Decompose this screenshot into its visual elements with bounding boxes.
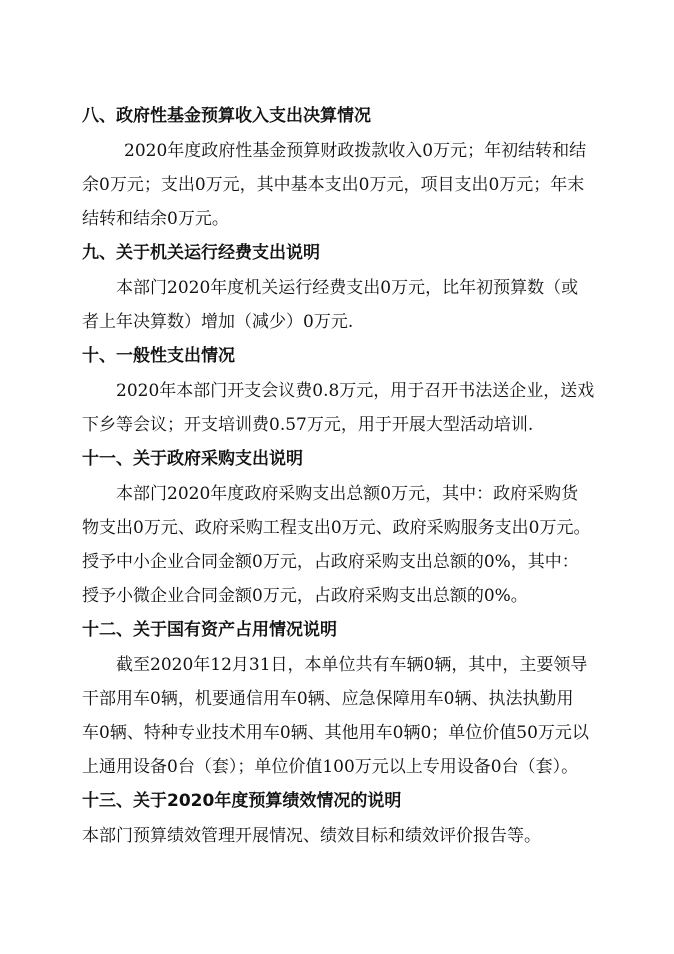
paragraph-line: 本部门2020年度机关运行经费支出0万元，比年初预算数（或 [116, 278, 579, 298]
paragraph-line: 本部门预算绩效管理开展情况、绩效目标和绩效评价报告等。 [82, 826, 541, 846]
paragraph-line: 干部用车0辆，机要通信用车0辆、应急保障用车0辆、执法执勤用 [82, 689, 574, 709]
section-heading-10: 十、一般性支出情况 [82, 346, 235, 366]
section-heading-13: 十三、关于2020年度预算绩效情况的说明 [82, 791, 402, 811]
paragraph-line: 车0辆、特种专业技术用车0辆、其他用车0辆0；单位价值50万元以 [82, 723, 589, 743]
paragraph-line: 结转和结余0万元。 [82, 209, 229, 229]
paragraph-line: 物支出0万元、政府采购工程支出0万元、政府采购服务支出0万元。 [82, 518, 591, 538]
section-heading-11: 十一、关于政府采购支出说明 [82, 449, 303, 469]
paragraph-line: 授予中小企业合同金额0万元，占政府采购支出总额的0%，其中： [82, 552, 579, 572]
paragraph-line: 截至2020年12月31日，本单位共有车辆0辆，其中，主要领导 [116, 655, 588, 675]
paragraph-line: 余0万元；支出0万元，其中基本支出0万元，项目支出0万元；年末 [82, 175, 585, 195]
section-heading-9: 九、关于机关运行经费支出说明 [82, 243, 320, 263]
paragraph-line: 下乡等会议；开支培训费0.57万元，用于开展大型活动培训. [82, 415, 534, 435]
section-heading-8: 八、政府性基金预算收入支出决算情况 [82, 106, 371, 126]
paragraph-line: 2020年度政府性基金预算财政拨款收入0万元；年初结转和结 [124, 141, 587, 161]
paragraph-line: 授予小微企业合同金额0万元，占政府采购支出总额的0%。 [82, 586, 528, 606]
section-heading-12: 十二、关于国有资产占用情况说明 [82, 620, 337, 640]
paragraph-line: 上通用设备0台（套）；单位价值100万元以上专用设备0台（套）。 [82, 757, 579, 777]
paragraph-line: 者上年决算数）增加（减少）0万元. [82, 312, 354, 332]
paragraph-line: 2020年本部门开支会议费0.8万元，用于召开书法送企业，送戏 [116, 381, 595, 401]
paragraph-line: 本部门2020年度政府采购支出总额0万元，其中：政府采购货 [116, 484, 579, 504]
